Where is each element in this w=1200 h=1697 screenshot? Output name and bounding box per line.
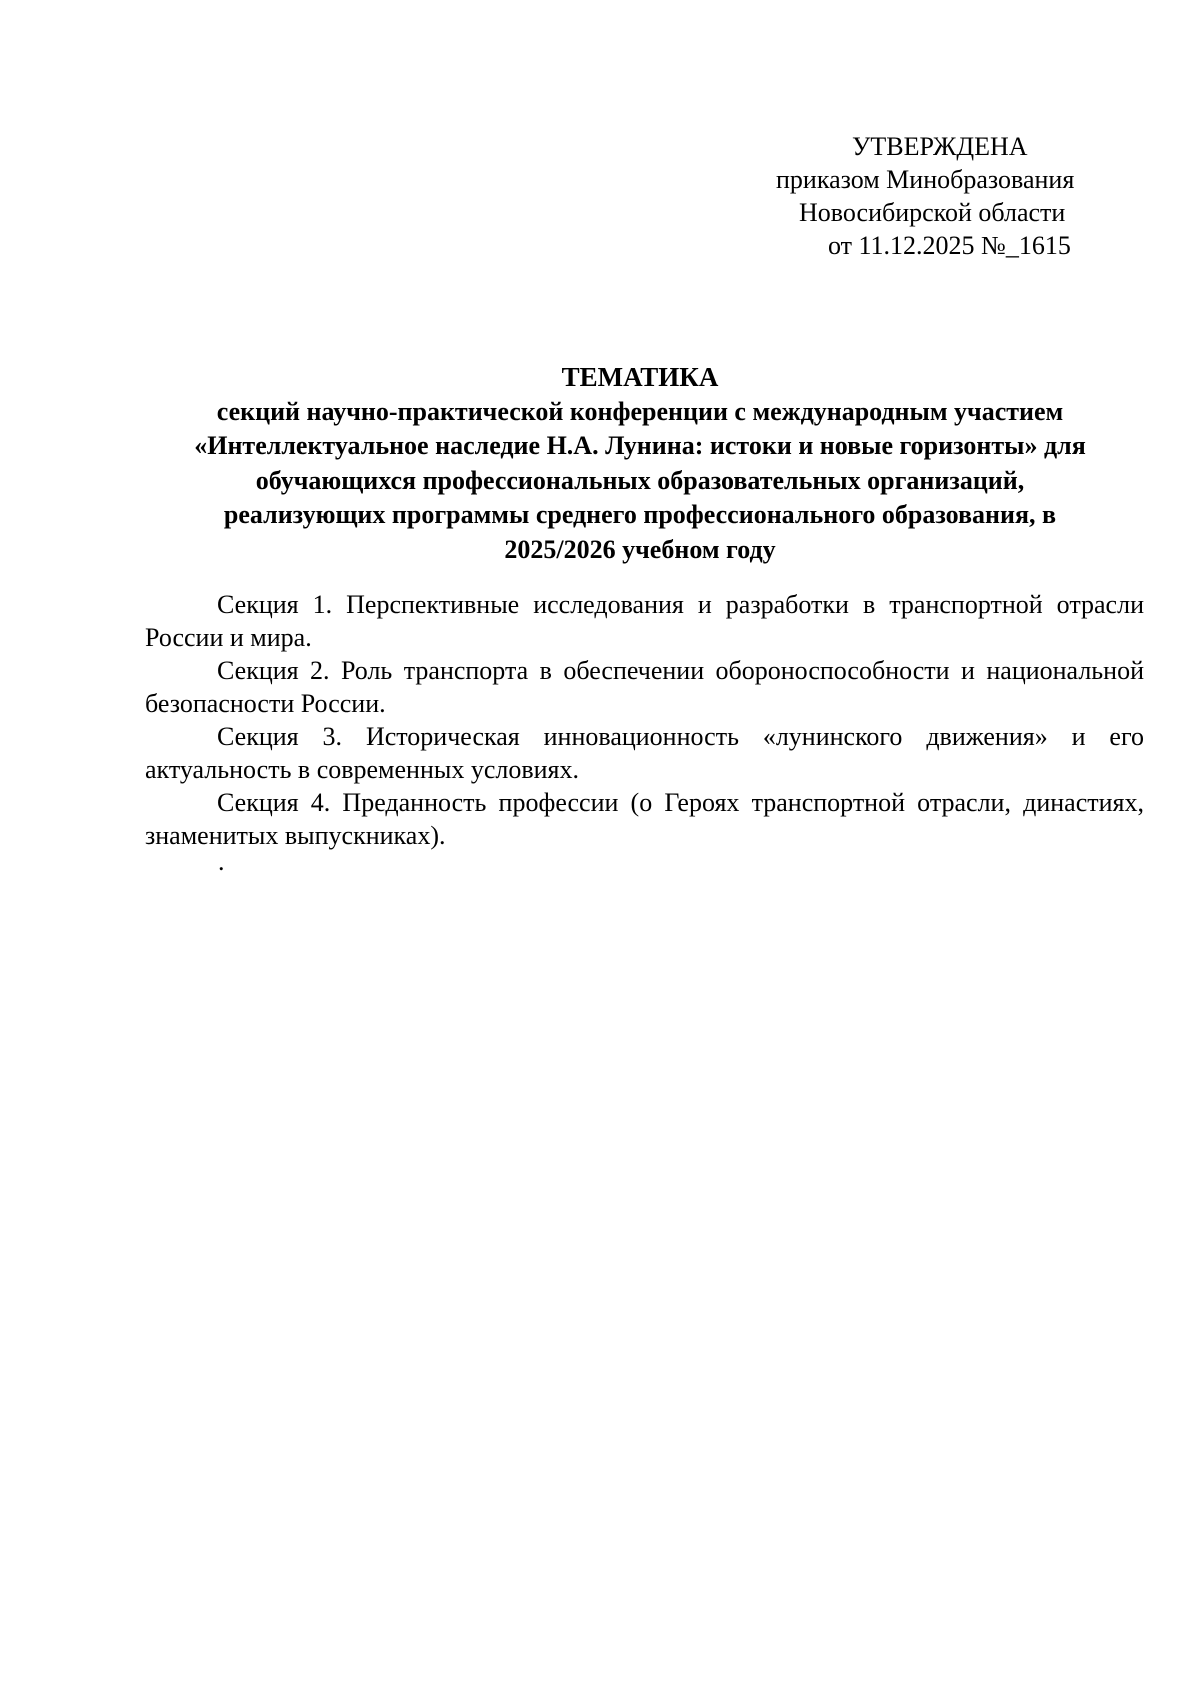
document-title-block — [140, 360, 1140, 567]
approval-status: УТВЕРЖДЕНА — [852, 132, 1028, 161]
approval-region: Новосибирской области — [799, 198, 1066, 227]
title-line-5: 2025/2026 учебном году — [504, 534, 776, 564]
title-line-4: реализующих программы среднего профессионального образования, в — [223, 500, 1057, 529]
approval-date-number: от 11.12.2025 №_1615 — [828, 231, 1071, 260]
title-line-1: секций научно-практической конференции с международным участием — [216, 396, 1064, 426]
approval-order: приказом Минобразования — [776, 165, 1075, 194]
section-3: Секция 3. Историческая инновационность «лунинского движения» и его актуальность в современных условиях. — [145, 722, 1144, 784]
section-1: Секция 1. Перспективные исследования и разработки в транспортной отрасли России и мира. — [145, 590, 1144, 652]
section-4: Секция 4. Преданность профессии (о Героях транспортной отрасли, династиях, знаменитых выпускниках). — [145, 788, 1144, 850]
title-line-3: обучающихся профессиональных образовательных организаций, — [255, 465, 1025, 495]
approval-block — [750, 130, 1110, 262]
document-title: ТЕМАТИКА — [561, 362, 719, 392]
title-line-2: «Интеллектуальное наследие Н.А. Лунина: истоки и новые горизонты» для — [194, 431, 1086, 460]
trailing-dot: . — [218, 847, 225, 876]
sections-list — [145, 588, 1144, 852]
section-2: Секция 2. Роль транспорта в обеспечении обороноспособности и национальной безопасности России. — [145, 656, 1144, 718]
